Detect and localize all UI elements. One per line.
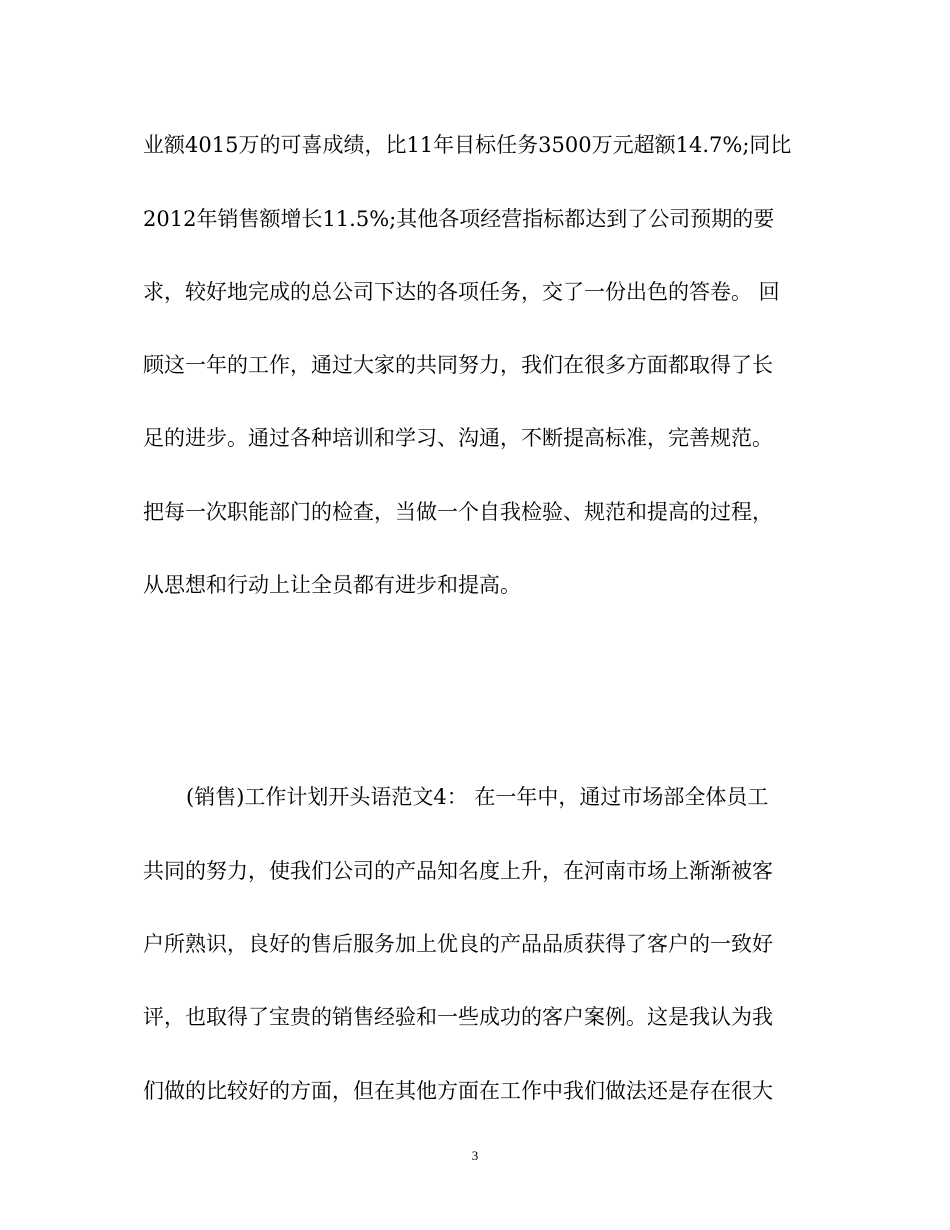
- paragraph-1-line-4: 顾这一年的工作，通过大家的共同努力，我们在很多方面都取得了长: [143, 353, 773, 377]
- paragraph-2-line-5: 们做的比较好的方面，但在其他方面在工作中我们做法还是存在很大: [143, 1079, 773, 1103]
- paragraph-1-line-5: 足的进步。通过各种培训和学习、沟通，不断提高标准，完善规范。: [143, 426, 773, 450]
- paragraph-1-line-6: 把每一次职能部门的检查，当做一个自我检验、规范和提高的过程，: [143, 500, 773, 524]
- paragraph-1-line-1: 业额4015万的可喜成绩，比11年目标任务3500万元超额14.7%;同比: [143, 133, 792, 157]
- paragraph-2-line-2: 共同的努力，使我们公司的产品知名度上升，在河南市场上渐渐被客: [143, 859, 773, 883]
- paragraph-2-line-3: 户所熟识，良好的售后服务加上优良的产品品质获得了客户的一致好: [143, 932, 773, 956]
- paragraph-1-line-3: 求，较好地完成的总公司下达的各项任务，交了一份出色的答卷。 回: [143, 280, 780, 304]
- paragraph-2-line-4: 评，也取得了宝贵的销售经验和一些成功的客户案例。这是我认为我: [143, 1005, 773, 1029]
- paragraph-2-line-1: (销售)工作计划开头语范文4： 在一年中，通过市场部全体员工: [186, 785, 769, 809]
- paragraph-1-line-7: 从思想和行动上让全员都有进步和提高。: [143, 573, 521, 597]
- paragraph-1-line-2: 2012年销售额增长11.5%;其他各项经营指标都达到了公司预期的要: [143, 207, 775, 231]
- page-number: 3: [471, 1148, 479, 1163]
